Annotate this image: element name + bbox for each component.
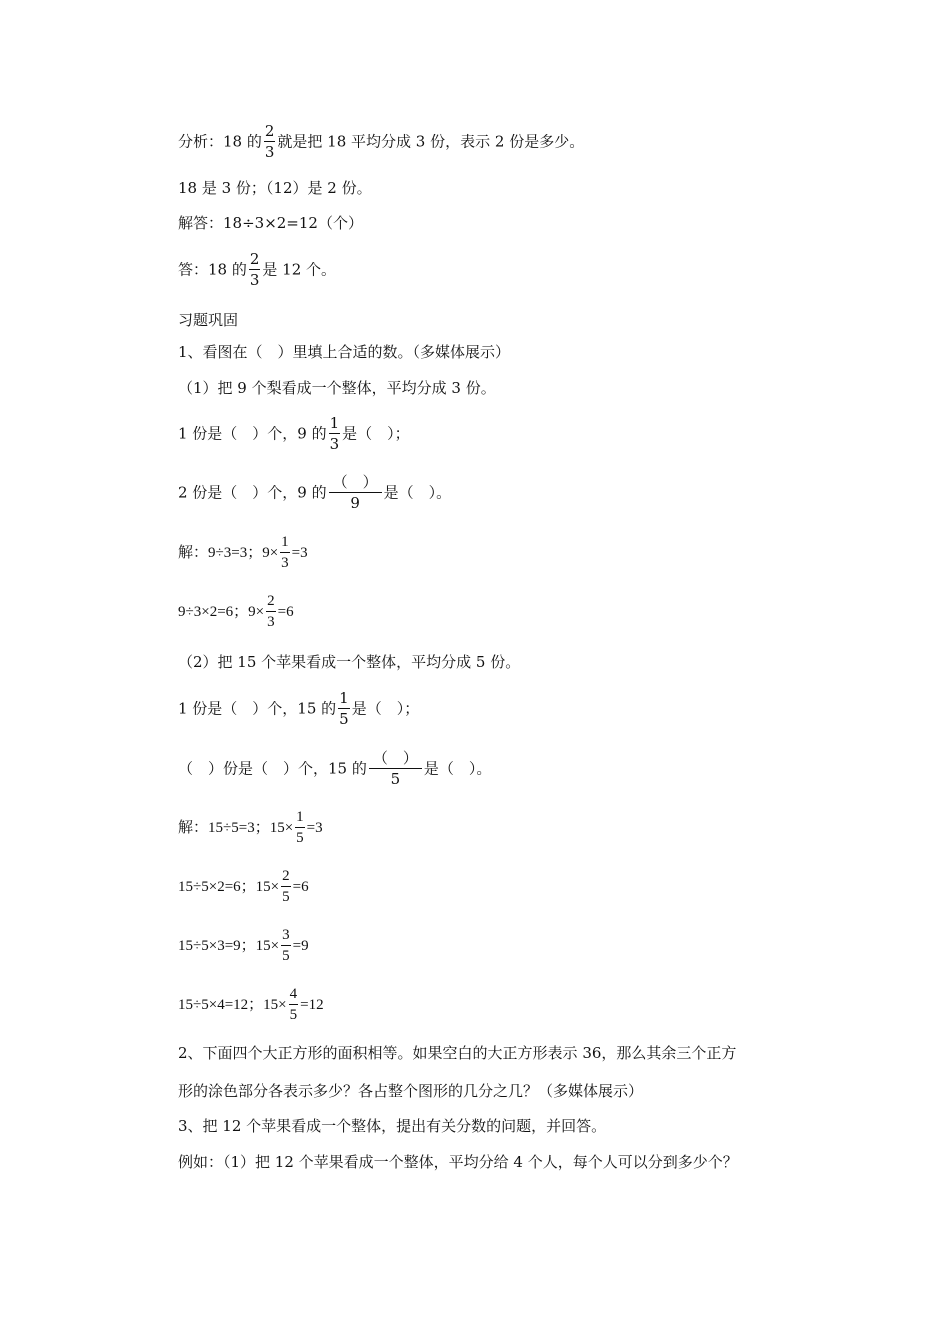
q1-part1-solution1: 解：9÷3=3；9× $\frac{1}{3}$ =3 [178, 534, 308, 571]
q2-line2: 形的涂色部分各表示多少？各占整个图形的几分之几？（多媒体展示） [178, 1082, 644, 1100]
fraction: $\frac{2}{3}$ [249, 250, 260, 289]
q3-line1: 3、把 12 个苹果看成一个整体，提出有关分数的问题，并回答。 [178, 1117, 607, 1135]
analysis-prefix: 分析：18 的 [178, 132, 262, 151]
analysis-line [178, 122, 584, 163]
fraction: $\frac{1}{3}$ [329, 414, 340, 453]
q1-part1-line2: 2 份是（ ）个，9 的 $\frac{( )}{9}$ 是（ ）。 [178, 473, 452, 512]
q1-part2-solution3: 15÷5×3=9；15× $\frac{3}{5}$ =9 [178, 927, 309, 964]
solution-line: 解答：18÷3×2=12（个） [178, 214, 363, 232]
q1-part2-line2: （ ）份是（ ）个，15 的 $\frac{( )}{5}$ 是（ ）。 [178, 749, 492, 788]
q3-example: 例如：（1）把 12 个苹果看成一个整体，平均分给 4 个人，每个人可以分到多少个？ [178, 1153, 738, 1171]
q1-part1-line1: 1 份是（ ）个，9 的 $\frac{1}{3}$ 是（ ）； [178, 414, 410, 453]
fraction: $\frac{2}{5}$ [282, 868, 290, 905]
fraction: $\frac{1}{5}$ [296, 809, 304, 846]
q1-part2-solution4: 15÷5×4=12；15× $\frac{4}{5}$ =12 [178, 986, 324, 1023]
answer-line: 答：18 的 $\frac{2}{3}$ 是 12 个。 [178, 250, 337, 289]
fraction: $\frac{( )}{5}$ [369, 748, 422, 789]
q2-line1: 2、下面四个大正方形的面积相等。如果空白的大正方形表示 36，那么其余三个正方 [178, 1044, 737, 1062]
fraction: $\frac{2}{3}$ [264, 122, 275, 161]
q1-part2-title: （2）把 15 个苹果看成一个整体，平均分成 5 份。 [178, 653, 521, 671]
fraction: $\frac{( )}{9}$ [329, 472, 382, 513]
fraction: $\frac{2}{3}$ [267, 593, 275, 630]
fraction: $\frac{1}{3}$ [281, 534, 289, 571]
q1-part2-line1: 1 份是（ ）个，15 的 $\frac{1}{5}$ 是（ ）； [178, 689, 420, 728]
analysis-suffix: 就是把 18 平均分成 3 份，表示 2 份是多少。 [277, 132, 585, 151]
q1-part1-solution2: 9÷3×2=6；9× $\frac{2}{3}$ =6 [178, 593, 294, 630]
q1-part2-solution1: 解：15÷5=3；15× $\frac{1}{5}$ =3 [178, 809, 323, 846]
q1-title: 1、看图在（ ）里填上合适的数。（多媒体展示） [178, 343, 511, 361]
fraction: $\frac{3}{5}$ [282, 927, 290, 964]
q1-part1-title: （1）把 9 个梨看成一个整体，平均分成 3 份。 [178, 379, 496, 397]
q1-part2-solution2: 15÷5×2=6；15× $\frac{2}{5}$ =6 [178, 868, 309, 905]
fraction: $\frac{4}{5}$ [289, 986, 298, 1023]
fraction: $\frac{1}{5}$ [339, 689, 349, 728]
parts-line: 18 是 3 份；（12）是 2 份。 [178, 179, 372, 197]
practice-heading: 习题巩固 [178, 311, 239, 329]
